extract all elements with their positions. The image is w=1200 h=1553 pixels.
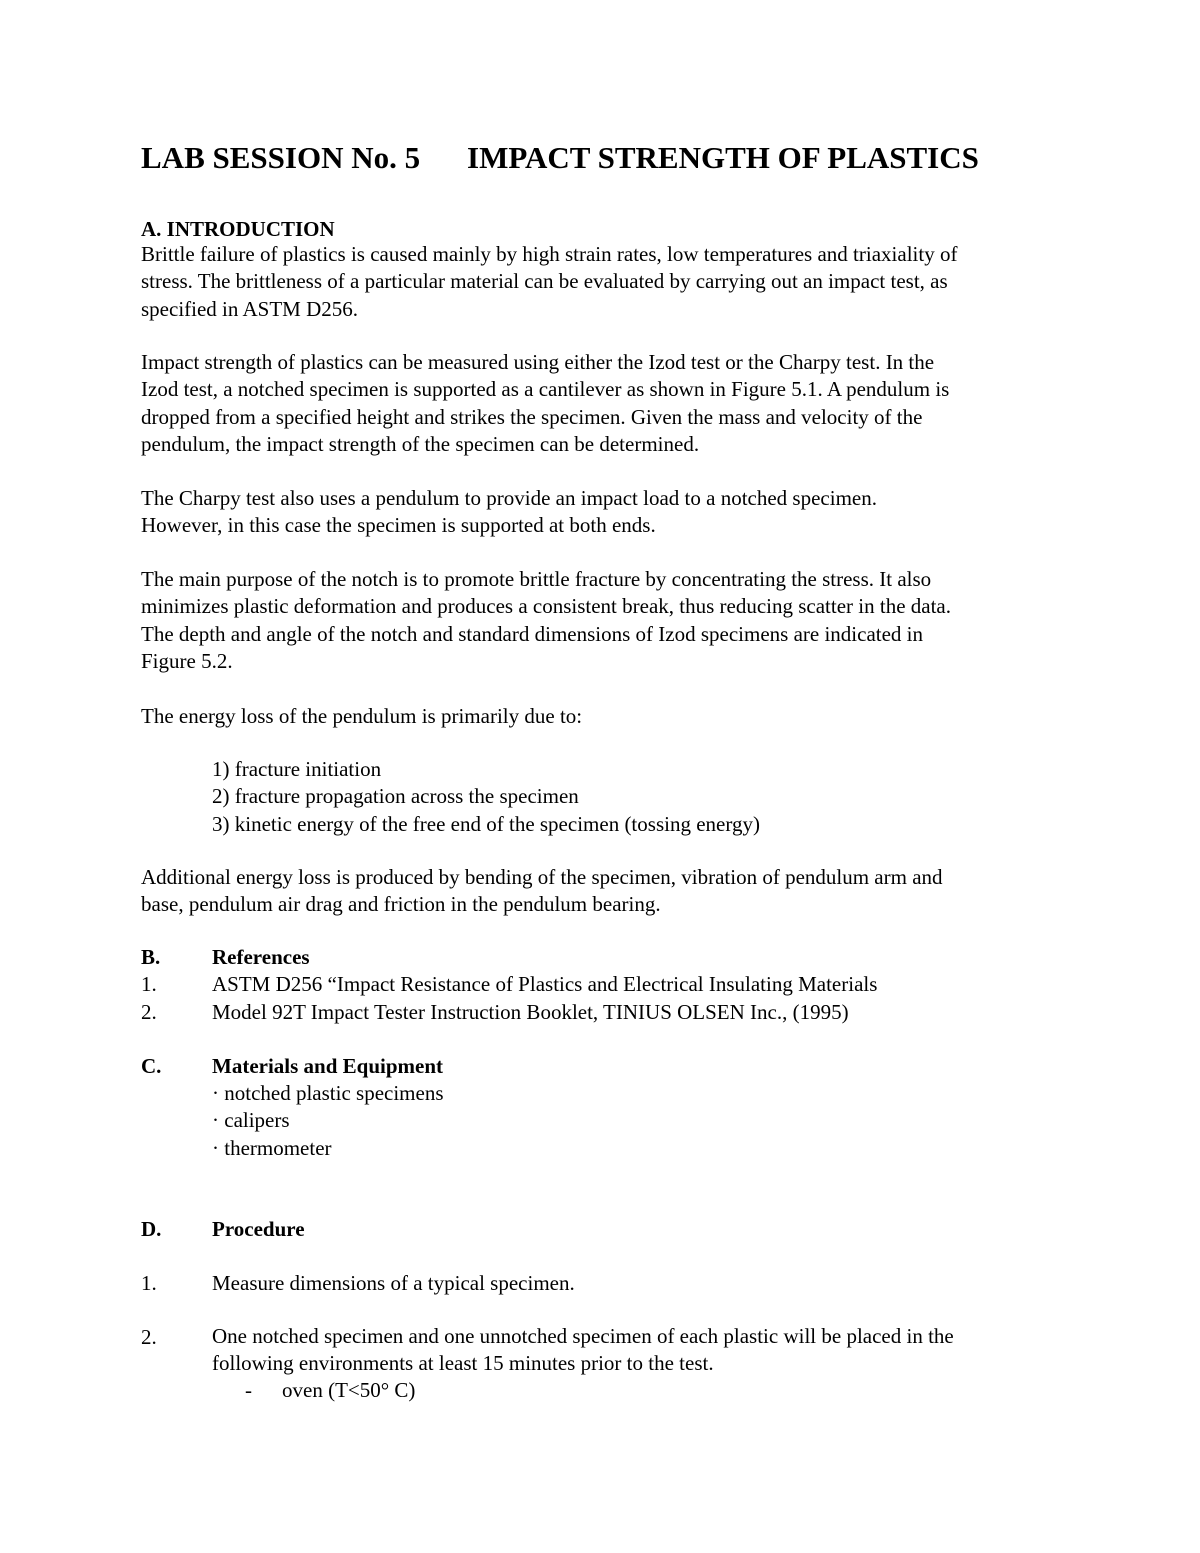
reference-item: ASTM D256 “Impact Resistance of Plastics and Electrical Insulating Materials [212, 972, 878, 996]
reference-number: 2. [141, 1000, 157, 1024]
intro-heading: A. INTRODUCTION [141, 217, 335, 241]
procedure-step-number: 1. [141, 1271, 157, 1295]
procedure-step-number: 2. [141, 1325, 157, 1349]
list-item: 3) kinetic energy of the free end of the specimen (tossing energy) [212, 811, 760, 836]
procedure-letter: D. [141, 1217, 162, 1241]
list-dash: - [245, 1378, 252, 1402]
title-session: LAB SESSION No. 5 [141, 140, 421, 175]
procedure-step: Measure dimensions of a typical specimen. [212, 1271, 575, 1295]
references-letter: B. [141, 945, 161, 969]
intro-paragraph-5: The energy loss of the pendulum is primarily due to: [141, 704, 583, 728]
list-item: · notched plastic specimens [212, 1081, 444, 1105]
page-title [141, 140, 979, 176]
intro-paragraph-3: The Charpy test also uses a pendulum to provide an impact load to a notched specimen. However, in this case the specimen is supported at both ends. [141, 486, 877, 538]
list-item: · calipers [212, 1108, 290, 1133]
materials-heading: Materials and Equipment [212, 1054, 444, 1078]
intro-paragraph-4: The main purpose of the notch is to promote brittle fracture by concentrating the stress. It also minimizes plastic deformation and produces a consistent break, thus reducing scatter in the data. The depth and angle of the notch and standard dimensions of Izod specimens are indicated in Figure 5.2. [141, 567, 951, 674]
energy-loss-list [212, 756, 760, 838]
list-item: · thermometer [212, 1135, 332, 1160]
materials-letter: C. [141, 1054, 162, 1078]
references-heading: References [212, 945, 310, 969]
intro-paragraph-2: Impact strength of plastics can be measured using either the Izod test or the Charpy test. In the Izod test, a notched specimen is supported as a cantilever as shown in Figure 5.1. A pendulum is dropped from a specified height and strikes the specimen. Given the mass and velocity of the pendulum, the impact strength of the specimen can be determined. [141, 350, 950, 457]
list-item: 2) fracture propagation across the specimen [212, 784, 579, 809]
environment-item: oven (T<50° C) [282, 1378, 416, 1402]
intro-paragraph-6: Additional energy loss is produced by bending of the specimen, vibration of pendulum arm and base, pendulum air drag and friction in the pendulum bearing. [141, 865, 943, 917]
procedure-step: One notched specimen and one unnotched specimen of each plastic will be placed in the following environments at least 15 minutes prior to the test. [212, 1324, 954, 1376]
reference-item: Model 92T Impact Tester Instruction Booklet, TINIUS OLSEN Inc., (1995) [212, 1000, 849, 1024]
title-topic: IMPACT STRENGTH OF PLASTICS [467, 140, 979, 175]
materials-list [212, 1080, 444, 1162]
intro-paragraph-1: Brittle failure of plastics is caused mainly by high strain rates, low temperatures and triaxiality of stress. The brittleness of a particular material can be evaluated by carrying out an impact test, as specified in ASTM D256. [141, 242, 958, 321]
list-item: 1) fracture initiation [212, 757, 382, 781]
reference-number: 1. [141, 972, 157, 996]
procedure-heading: Procedure [212, 1217, 305, 1241]
